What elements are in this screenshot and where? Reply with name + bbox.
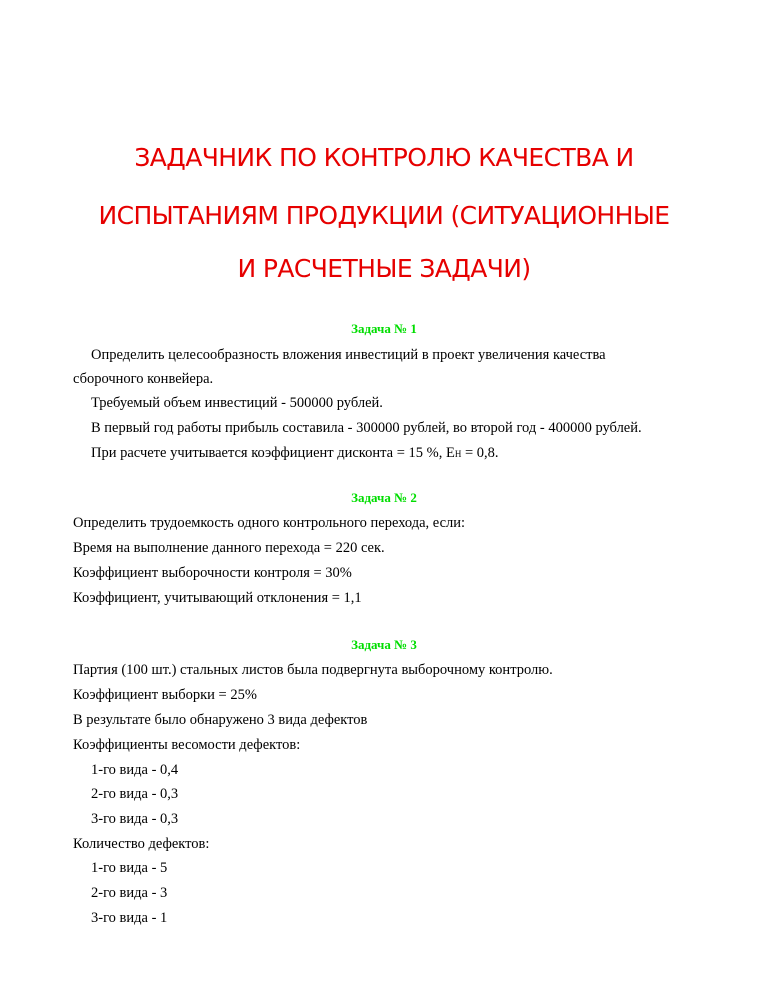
task-3-heading: Задача № 3 [351,637,417,652]
task-3-count-1: 1-го вида - 5 [91,860,168,876]
task-3-count-label: Количество дефектов: [73,836,210,852]
task-3-line-2: Коэффициент выборки = 25% [73,687,257,703]
task-2-heading: Задача № 2 [351,490,417,505]
task-3-count-3: 3-го вида - 1 [91,910,168,926]
task-1-paragraph-2: Требуемый объем инвестиций - 500000 рублей. [91,395,383,411]
task-1-paragraph-1a: Определить целесообразность вложения инвестиций в проект увеличения качества [91,347,606,363]
task-3-weight-2: 2-го вида - 0,3 [91,786,179,802]
task-1-heading: Задача № 1 [351,321,417,336]
task-2-line-1: Определить трудоемкость одного контрольного перехода, если: [73,515,466,531]
task-1-paragraph-1b: сборочного конвейера. [73,371,214,387]
task-3-line-3: В результате было обнаружено 3 вида дефектов [73,712,368,728]
task-3-line-1: Партия (100 шт.) стальных листов была подвергнута выборочному контролю. [73,662,553,678]
task-3-count-2: 2-го вида - 3 [91,885,168,901]
task-1-p4-suffix: = 0,8. [461,445,499,461]
task-3-weight-1: 1-го вида - 0,4 [91,762,179,778]
task-1-paragraph-4 [91,444,499,463]
task-3-line-4: Коэффициенты весомости дефектов: [73,737,301,753]
document-title-line-2: ИСПЫТАНИЯМ ПРОДУКЦИИ (СИТУАЦИОННЫЕ [98,201,670,230]
task-3-weight-3: 3-го вида - 0,3 [91,811,179,827]
task-2-line-3: Коэффициент выборочности контроля = 30% [73,565,352,581]
task-1-paragraph-3: В первый год работы прибыль составила - 300000 рублей, во второй год - 400000 рублей. [91,420,642,436]
task-1-p4-subscript: Н [454,449,462,459]
task-1-p4-prefix: При расчете учитывается коэффициент дисконта = 15 %, Е [91,445,455,461]
document-title-line-1: ЗАДАЧНИК ПО КОНТРОЛЮ КАЧЕСТВА И [134,143,634,172]
task-2-line-4: Коэффициент, учитывающий отклонения = 1,1 [73,590,362,606]
task-2-line-2: Время на выполнение данного перехода = 220 сек. [73,540,385,556]
document-title-line-3: И РАСЧЕТНЫЕ ЗАДАЧИ) [237,254,531,283]
